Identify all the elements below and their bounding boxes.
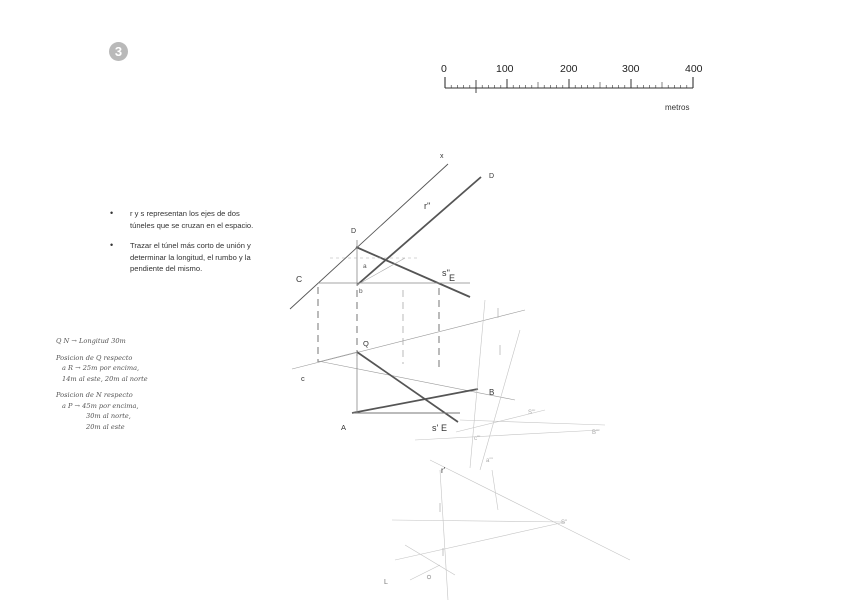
faint-construction-line-a	[292, 310, 525, 369]
aux-line-8	[430, 460, 630, 560]
aux-line-10	[405, 545, 455, 575]
exercise-number-badge: 3	[109, 42, 128, 61]
note-line-1: Q N → Longitud 30m	[56, 337, 126, 345]
label-s-upper: s''	[442, 268, 450, 278]
aux-label-s2: S''	[561, 520, 568, 526]
aux-point-o	[427, 575, 431, 579]
label-point-b-upper: b	[359, 288, 363, 295]
scale-label-400: 400	[685, 63, 703, 75]
lower-projection	[292, 310, 525, 422]
instructions-list	[108, 208, 258, 284]
label-point-d-top: D	[489, 173, 495, 180]
scale-label-300: 300	[622, 63, 640, 75]
aux-label-c: c'''	[474, 436, 481, 442]
label-point-d: D	[351, 228, 357, 235]
upper-projection	[290, 164, 481, 309]
instruction-item-2: • Trazar el túnel más corto de unión y determinar la longitud, el rumbo y la pendiente del mismo.	[108, 240, 258, 275]
aux-line-11	[410, 565, 440, 580]
label-point-b: B	[489, 388, 495, 397]
aux-line-12	[492, 470, 498, 510]
instruction-item-1: • r y s representan los ejes de dos túneles que se cruzan en el espacio.	[108, 208, 258, 231]
note-line-7: 30m al norte,	[86, 412, 131, 420]
label-point-q: Q	[363, 339, 369, 348]
reference-line-c-upper	[290, 164, 448, 309]
label-s-lower: s'	[432, 423, 439, 433]
note-line-5: Posicion de N respecto	[56, 391, 133, 399]
label-point-a-upper: a	[363, 263, 367, 270]
label-point-x: x	[440, 153, 444, 160]
aux-line-2	[460, 420, 605, 425]
projection-lines	[318, 287, 439, 368]
scale-unit-label: metros	[665, 103, 690, 112]
scale-label-100: 100	[496, 63, 514, 75]
aux-label-b: B'''	[592, 430, 600, 436]
graphic-scale	[445, 77, 693, 93]
label-point-c-upper: C	[296, 274, 303, 284]
tunnel-line-s-lower	[357, 352, 458, 422]
aux-line-9	[440, 470, 448, 600]
scale-label-200: 200	[560, 63, 578, 75]
auxiliary-constructions	[392, 300, 630, 600]
faint-construction-line-c	[318, 352, 357, 362]
aux-label-a: a'''	[486, 458, 493, 464]
aux-label-l: L	[384, 579, 388, 586]
label-point-c-lower: c	[301, 374, 305, 383]
aux-line-4	[470, 300, 485, 468]
note-line-8: 20m al este	[86, 422, 125, 431]
label-point-a: A	[341, 423, 347, 432]
label-e-lower: E	[441, 423, 448, 433]
aux-line-6	[392, 520, 565, 522]
note-line-6: a P → 45m por encima,	[62, 401, 139, 410]
handwritten-notes	[56, 336, 226, 432]
note-line-2: Posicion de Q respecto	[56, 353, 133, 362]
scale-label-0: 0	[441, 63, 447, 75]
label-r-lower: r'	[441, 466, 446, 475]
label-e-upper: E	[449, 273, 456, 283]
aux-label-s: S'''	[528, 410, 536, 416]
note-line-3: a R → 25m por encima,	[62, 364, 140, 372]
note-line-4: 14m al este, 20m al norte	[62, 374, 148, 383]
label-r-upper: r''	[424, 201, 431, 211]
